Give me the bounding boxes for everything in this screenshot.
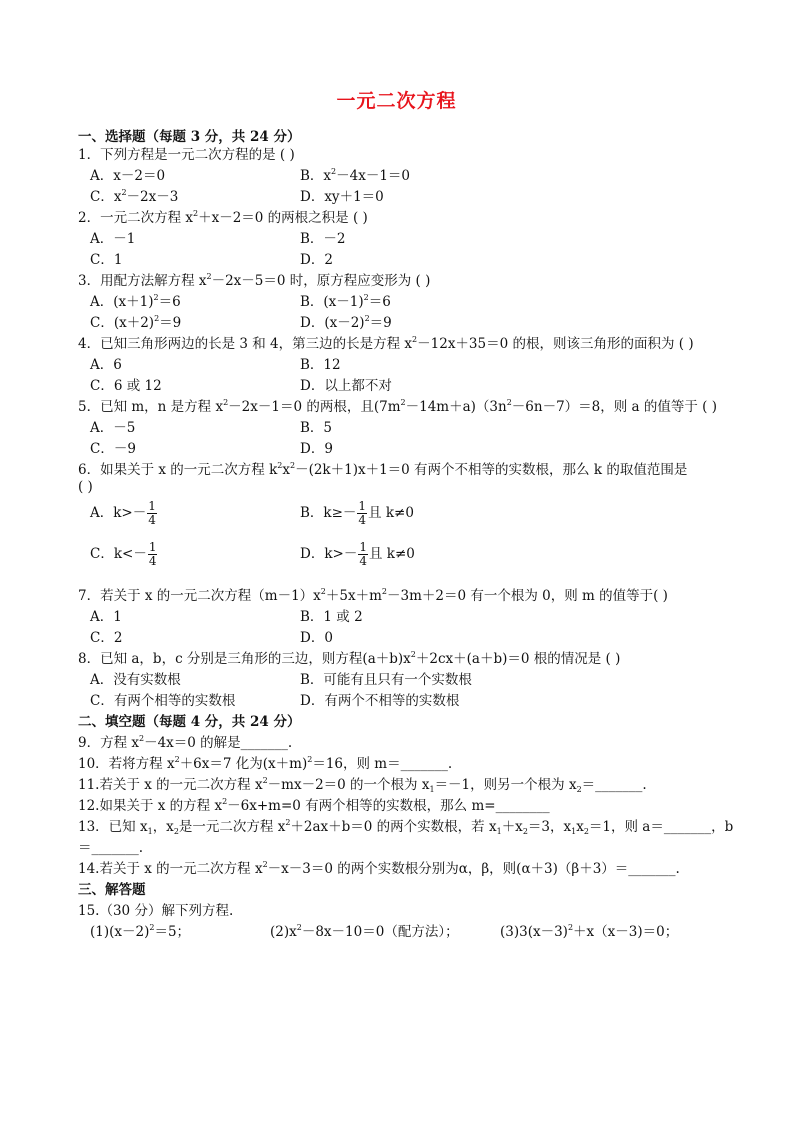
question-15: 15.（30 分）解下列方程. [78, 903, 234, 919]
question-13-line-2: ＝_______. [78, 840, 144, 856]
section-heading-fill: 二、填空题（每题 4 分，共 24 分） [78, 714, 301, 730]
fraction-one-quarter: $\frac{1}{4}$ [358, 499, 367, 527]
section-heading-solve: 三、解答题 [78, 882, 146, 898]
question-6-line-2: ( ) [78, 479, 93, 495]
fraction-one-quarter: $\frac{1}{4}$ [148, 499, 156, 527]
question-5: 5．已知 m，n 是方程 $x^2-2x-1=0$ 的两根，且$(7m^2-14m+a)(3n^2-6n-7)=8$，则 a 的值等于 ( ) [78, 398, 718, 415]
q4-option-d: D．以上都不对 [300, 378, 392, 394]
question-7: 7．若关于 x 的一元二次方程$(m-1)x^2+5x+m^2-3m+2=0$ 有一个根为 0，则 m 的值等于( ) [78, 587, 668, 604]
q7-option-b: B．1 或 2 [300, 609, 363, 625]
q7-option-a: A．1 [90, 609, 122, 625]
question-1: 1．下列方程是一元二次方程的是 ( ) [78, 147, 295, 163]
q3-option-b: B．$(x-1)^2=6$ [300, 293, 391, 310]
q2-option-b: B．－2 [300, 231, 346, 247]
q8-option-d: D．有两个不相等的实数根 [300, 693, 460, 709]
page-title: 一元二次方程 [336, 90, 457, 112]
q15-part-2: $(2)x^2-8x-10=0$（配方法）； [270, 923, 459, 940]
q7-option-c: C．2 [90, 630, 123, 646]
q15-part-1: $(1)(x-2)^2=5$； [90, 923, 191, 940]
q1-option-c: C．$x^2-2x-3$ [90, 188, 179, 205]
q3-option-d: D．$(x-2)^2=9$ [300, 314, 392, 331]
q5-option-c: C．－9 [90, 441, 136, 457]
q5-option-b: B．5 [300, 420, 333, 436]
question-3: 3．用配方法解方程 $x^2-2x-5=0$ 时，原方程应变形为 ( ) [78, 272, 431, 289]
q8-option-b: B．可能有且只有一个实数根 [300, 672, 472, 688]
question-9: 9．方程 $x^2-4x=0$ 的解是_______. [78, 734, 293, 751]
q6-option-a: A．k>－ $\frac{1}{4}$ [90, 499, 156, 527]
question-11: 11.若关于 x 的一元二次方程 $x^2-mx-2=0$ 的一个根为 $x_1=-1$，则另一个根为 $x_2=\_\_\_\_\_\_\_$. [78, 776, 647, 794]
q5-option-d: D．9 [300, 441, 333, 457]
question-4: 4．已知三角形两边的长是 3 和 4，第三边的长是方程 $x^2-12x+35=0$ 的根，则该三角形的面积为 ( ) [78, 335, 694, 352]
fraction-one-quarter: $\frac{1}{4}$ [148, 540, 157, 568]
q7-option-d: D．0 [300, 630, 333, 646]
q2-option-d: D．2 [300, 252, 333, 268]
q1-option-b: B．$x^2-4x-1=0$ [300, 167, 411, 184]
question-10: 10．若将方程 $x^2+6x=7$ 化为$(x+m)^2=16$，则 m＝_______. [78, 755, 453, 772]
q3-option-a: A．$(x+1)^2=6$ [90, 293, 181, 310]
q1-option-a: A．x－2＝0 [90, 168, 166, 184]
question-8: 8．已知 a，b，c 分别是三角形的三边，则方程$(a+b)x^2+2cx+(a+b)=0$ 根的情况是 ( ) [78, 650, 621, 667]
q1-option-d: D．xy＋1＝0 [300, 189, 384, 205]
question-13: 13．已知 $x_1$，$x_2$是一元二次方程 $x^2+2ax+b=0$ 的两个实数根，若 $x_1+x_2=3$，$x_1x_2=1$，则 a＝_______，b [78, 818, 734, 836]
q6-option-b: B．k≥－ $\frac{1}{4}$ 且 k≠0 [300, 499, 414, 527]
question-2: 2．一元二次方程 $x^2+x-2=0$ 的两根之积是 ( ) [78, 209, 368, 226]
q8-option-c: C．有两个相等的实数根 [90, 693, 236, 709]
q2-option-c: C．1 [90, 252, 123, 268]
q4-option-a: A．6 [90, 357, 122, 373]
question-6: 6．如果关于 x 的一元二次方程 $k^2x^2-(2k+1)x+1=0$ 有两个不相等的实数根，那么 k 的取值范围是 [78, 461, 688, 478]
q2-option-a: A．－1 [90, 231, 136, 247]
q6-option-c: C．k<－ $\frac{1}{4}$ [90, 540, 157, 568]
q8-option-a: A．没有实数根 [90, 672, 181, 688]
q3-option-c: C．$(x+2)^2=9$ [90, 314, 182, 331]
question-14: 14.若关于 x 的一元二次方程 $x^2-x-3=0$ 的两个实数根分别为α，β，则(α＋3)（β＋3）＝_______. [78, 860, 680, 877]
q15-part-3: $(3)3(x-3)^2+x(x-3)=0$； [500, 923, 679, 940]
section-heading-choice: 一、选择题（每题 3 分，共 24 分） [78, 129, 301, 145]
q4-option-b: B．12 [300, 357, 341, 373]
q6-option-d: D．k>－ $\frac{1}{4}$ 且 k≠0 [300, 540, 415, 568]
q5-option-a: A．－5 [90, 420, 136, 436]
q4-option-c: C．6 或 12 [90, 378, 162, 394]
fraction-one-quarter: $\frac{1}{4}$ [359, 540, 367, 568]
question-12: 12.如果关于 x 的方程 $x^2-6x+m=0$ 有两个相等的实数根，那么 m=________ [78, 797, 550, 814]
